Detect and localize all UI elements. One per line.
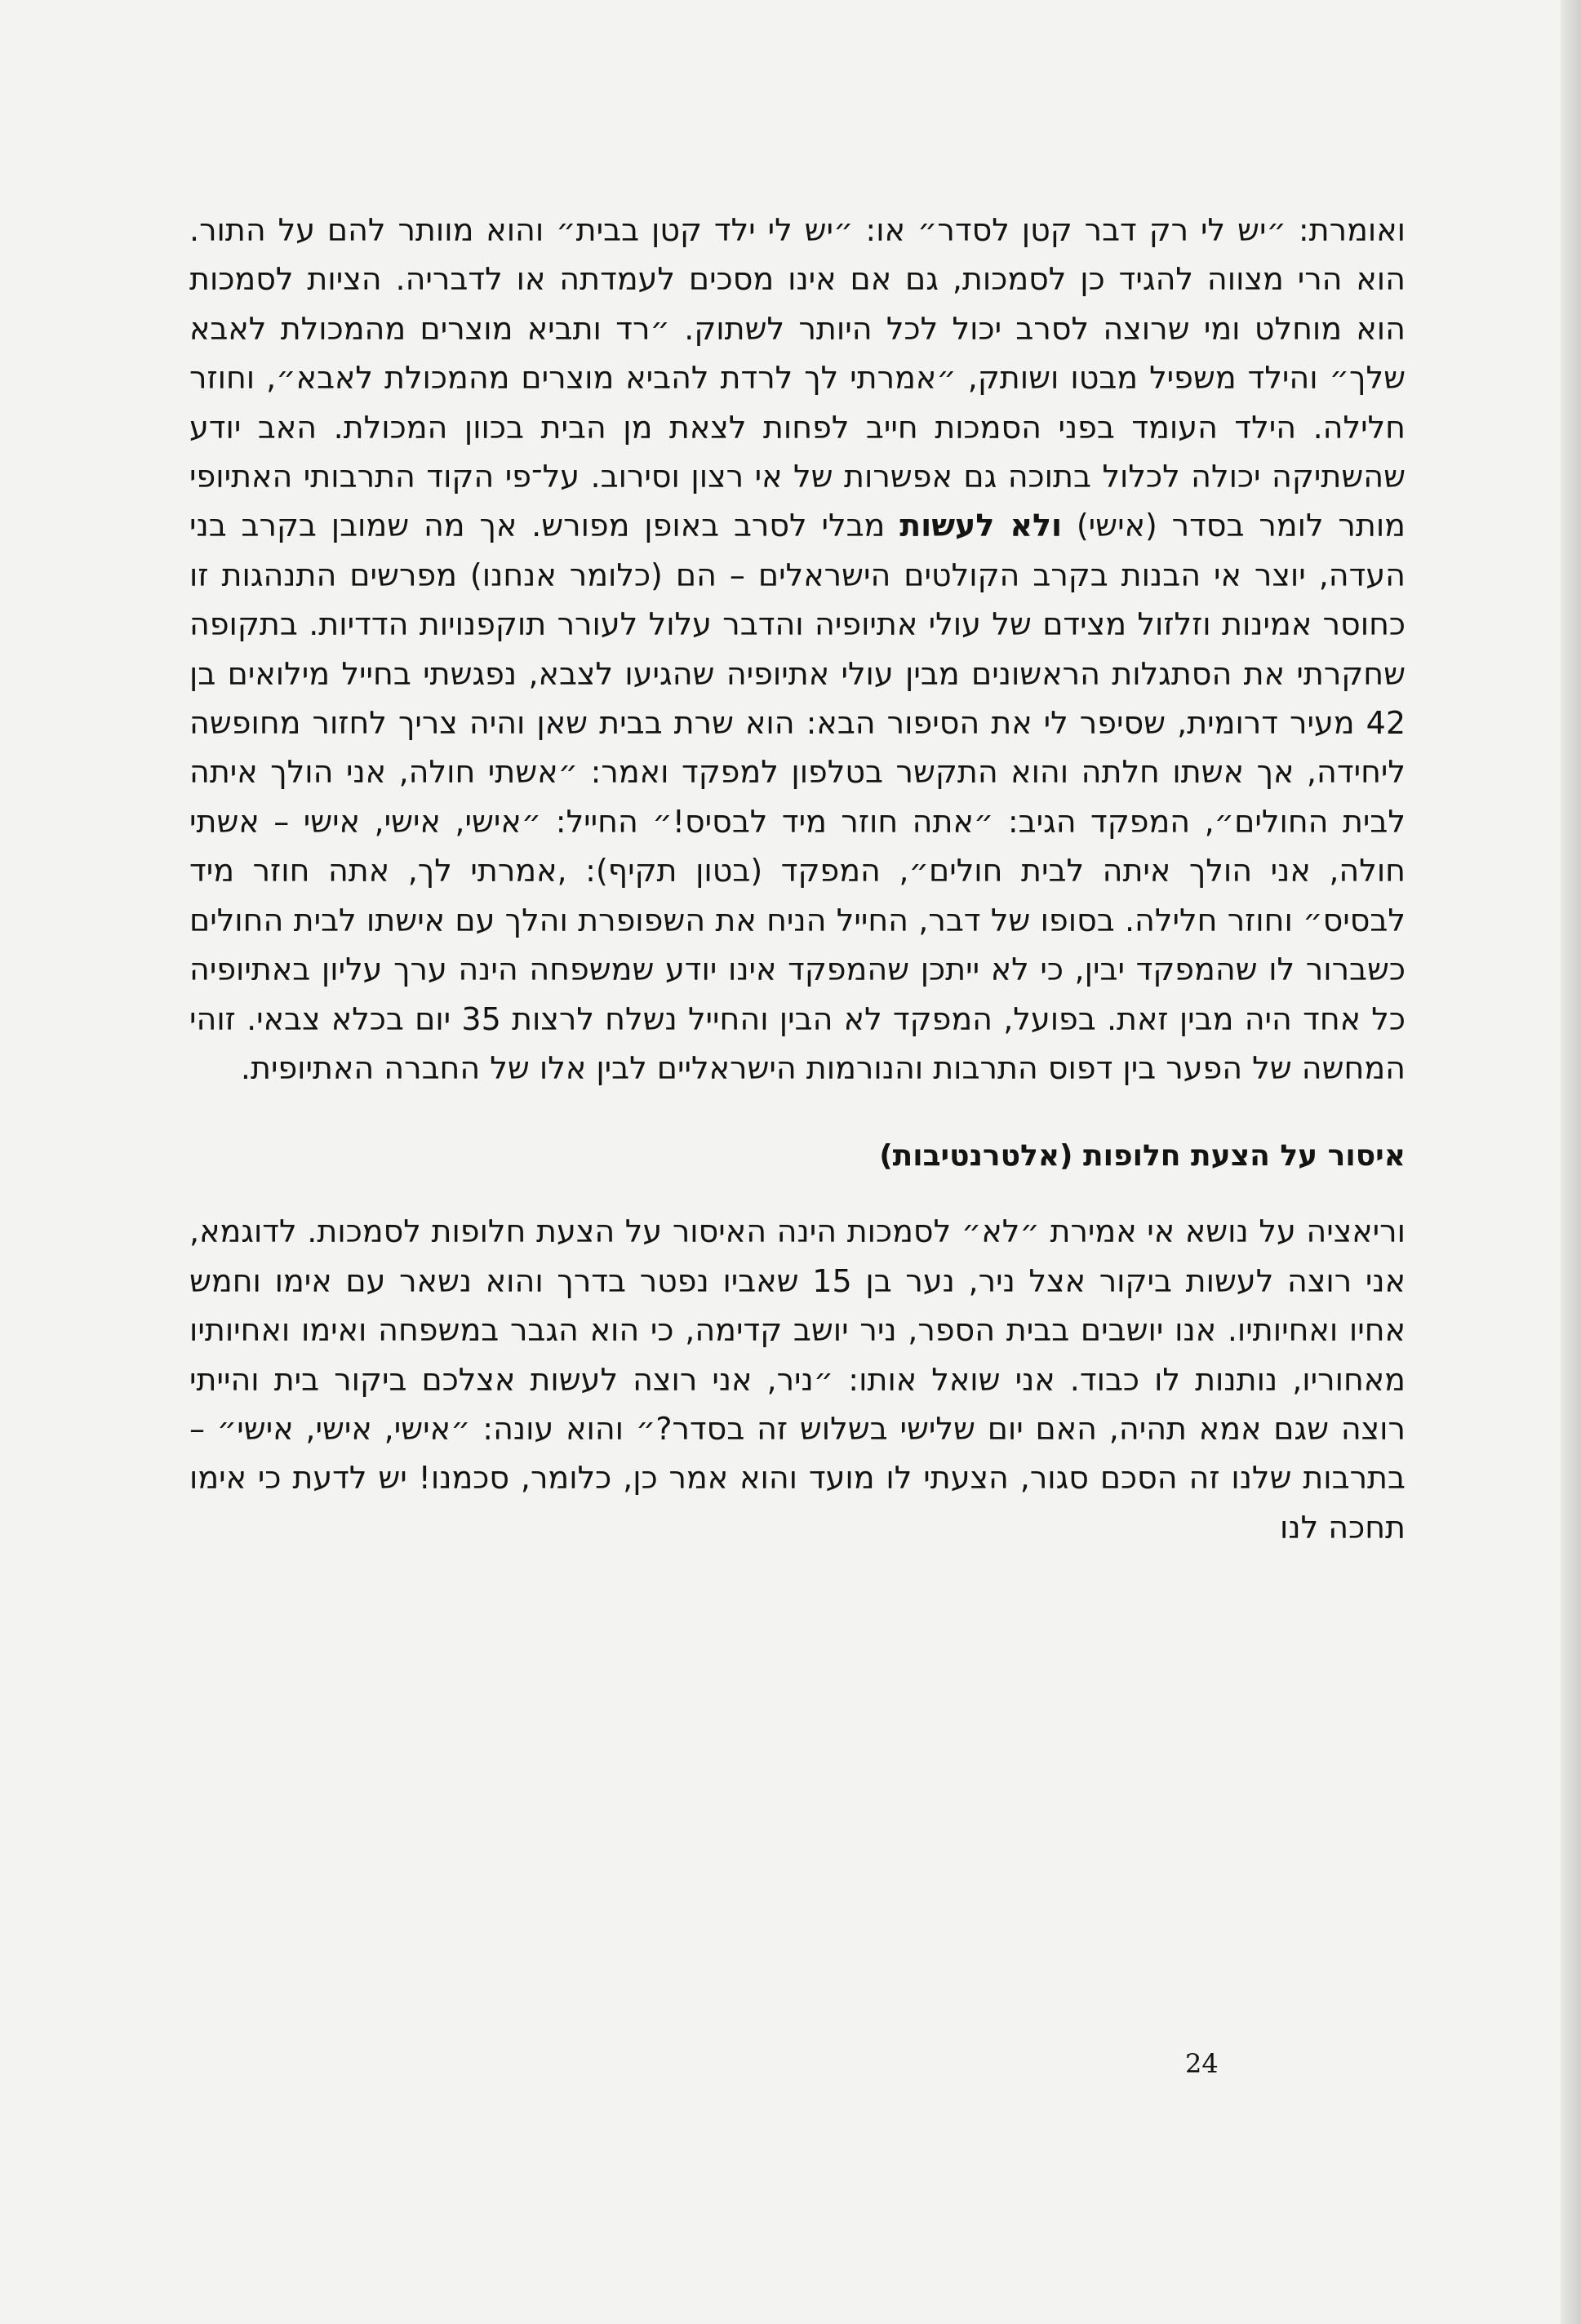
paragraph-1-part-1: ואומרת: ״יש לי רק דבר קטן לסדר״ או: ״יש לי ילד קטן בבית״ והוא מוותר להם על התור. הוא הרי מצווה להגיד כן לסמכות, גם אם אינו מסכים לעמדתה או לדבריה. הציות לסמכות הוא מוחלט ומי שרוצה לסרב יכול לכל היותר לשתוק. ״רד ותביא מוצרים מהמכולת לאבא שלך״ והילד משפיל מבטו ושותק, ״אמרתי לך לרדת להביא מוצרים מהמכולת לאבא״, וחוזר חלילה. הילד העומד בפני הסמכות חייב לפחות לצאת מן הבית בכוון המכולת. האב יודע שהשתיקה יכולה לכלול בתוכה גם אפשרות של אי רצון וסירוב. על־פי הקוד התרבותי האתיופי מותר לומר בסדר (אישי) <box>189 212 1406 544</box>
page-edge-shadow <box>1561 0 1581 2324</box>
body-paragraph-2: וריאציה על נושא אי אמירת ״לא״ לסמכות הינה האיסור על הצעת חלופות לסמכות. לדוגמא, אני רוצה לעשות ביקור אצל ניר, נער בן 15 שאביו נפטר בדרך והוא נשאר עם אימו וחמש אחיו ואחיותיו. אנו יושבים בבית הספר, ניר יושב קדימה, כי הוא הגבר במשפחה ואימו ואחיותיו מאחוריו, נותנות לו כבוד. אני שואל אותו: ״ניר, אני רוצה לעשות אצלכם ביקור בית והייתי רוצה שגם אמא תהיה, האם יום שלישי בשלוש זה בסדר?״ והוא עונה: ״אישי, אישי, אישי״ – בתרבות שלנו זה הסכם סגור, הצעתי לו מועד והוא אמר כן, כלומר, סכמנו! יש לדעת כי אימו תחכה לנו <box>189 1213 1406 1546</box>
text-block <box>189 206 1406 1552</box>
body-paragraph-1 <box>189 206 1406 1093</box>
paragraph-1-part-2: מבלי לסרב באופן מפורש. אך מה שמובן בקרב בני העדה, יוצר אי הבנות בקרב הקולטים הישראלים – הם (כלומר אנחנו) מפרשים התנהגות זו כחוסר אמינות וזלזול מצידם של עולי אתיופיה והדבר עלול לעורר תוקפנויות הדדיות. בתקופה שחקרתי את הסתגלות הראשונים מבין עולי אתיופיה שהגיעו לצבא, נפגשתי בחייל מילואים בן 42 מעיר דרומית, שסיפר לי את הסיפור הבא: הוא שרת בבית שאן והיה צריך לחזור מחופשה ליחידה, אך אשתו חלתה והוא התקשר בטלפון למפקד ואמר: ״אשתי חולה, אני הולך איתה לבית החולים״, המפקד הגיב: ״אתה חוזר מיד לבסיס!״ החייל: ״אישי, אישי, אישי – אשתי חולה, אני הולך איתה לבית חולים״, המפקד (בטון תקיף): ,אמרתי לך, אתה חוזר מיד לבסיס״ וחוזר חלילה. בסופו של דבר, החייל הניח את השפופרת והלך עם אישתו לבית החולים כשברור לו שהמפקד יבין, כי לא ייתכן שהמפקד אינו יודע שמשפחה הינה ערך עליון באתיופיה כל אחד היה מבין זאת. בפועל, המפקד לא הבין והחייל נשלח לרצות 35 יום בכלא צבאי. זוהי המחשה של הפער בין דפוס התרבות והנורמות הישראליים לבין אלו של החברה האתיופית. <box>189 508 1406 1086</box>
emphasized-phrase: ולא לעשות <box>899 508 1063 544</box>
page-number: 24 <box>1185 2048 1219 2079</box>
section-heading: איסור על הצעת חלופות (אלטרנטיבות) <box>879 1139 1406 1173</box>
